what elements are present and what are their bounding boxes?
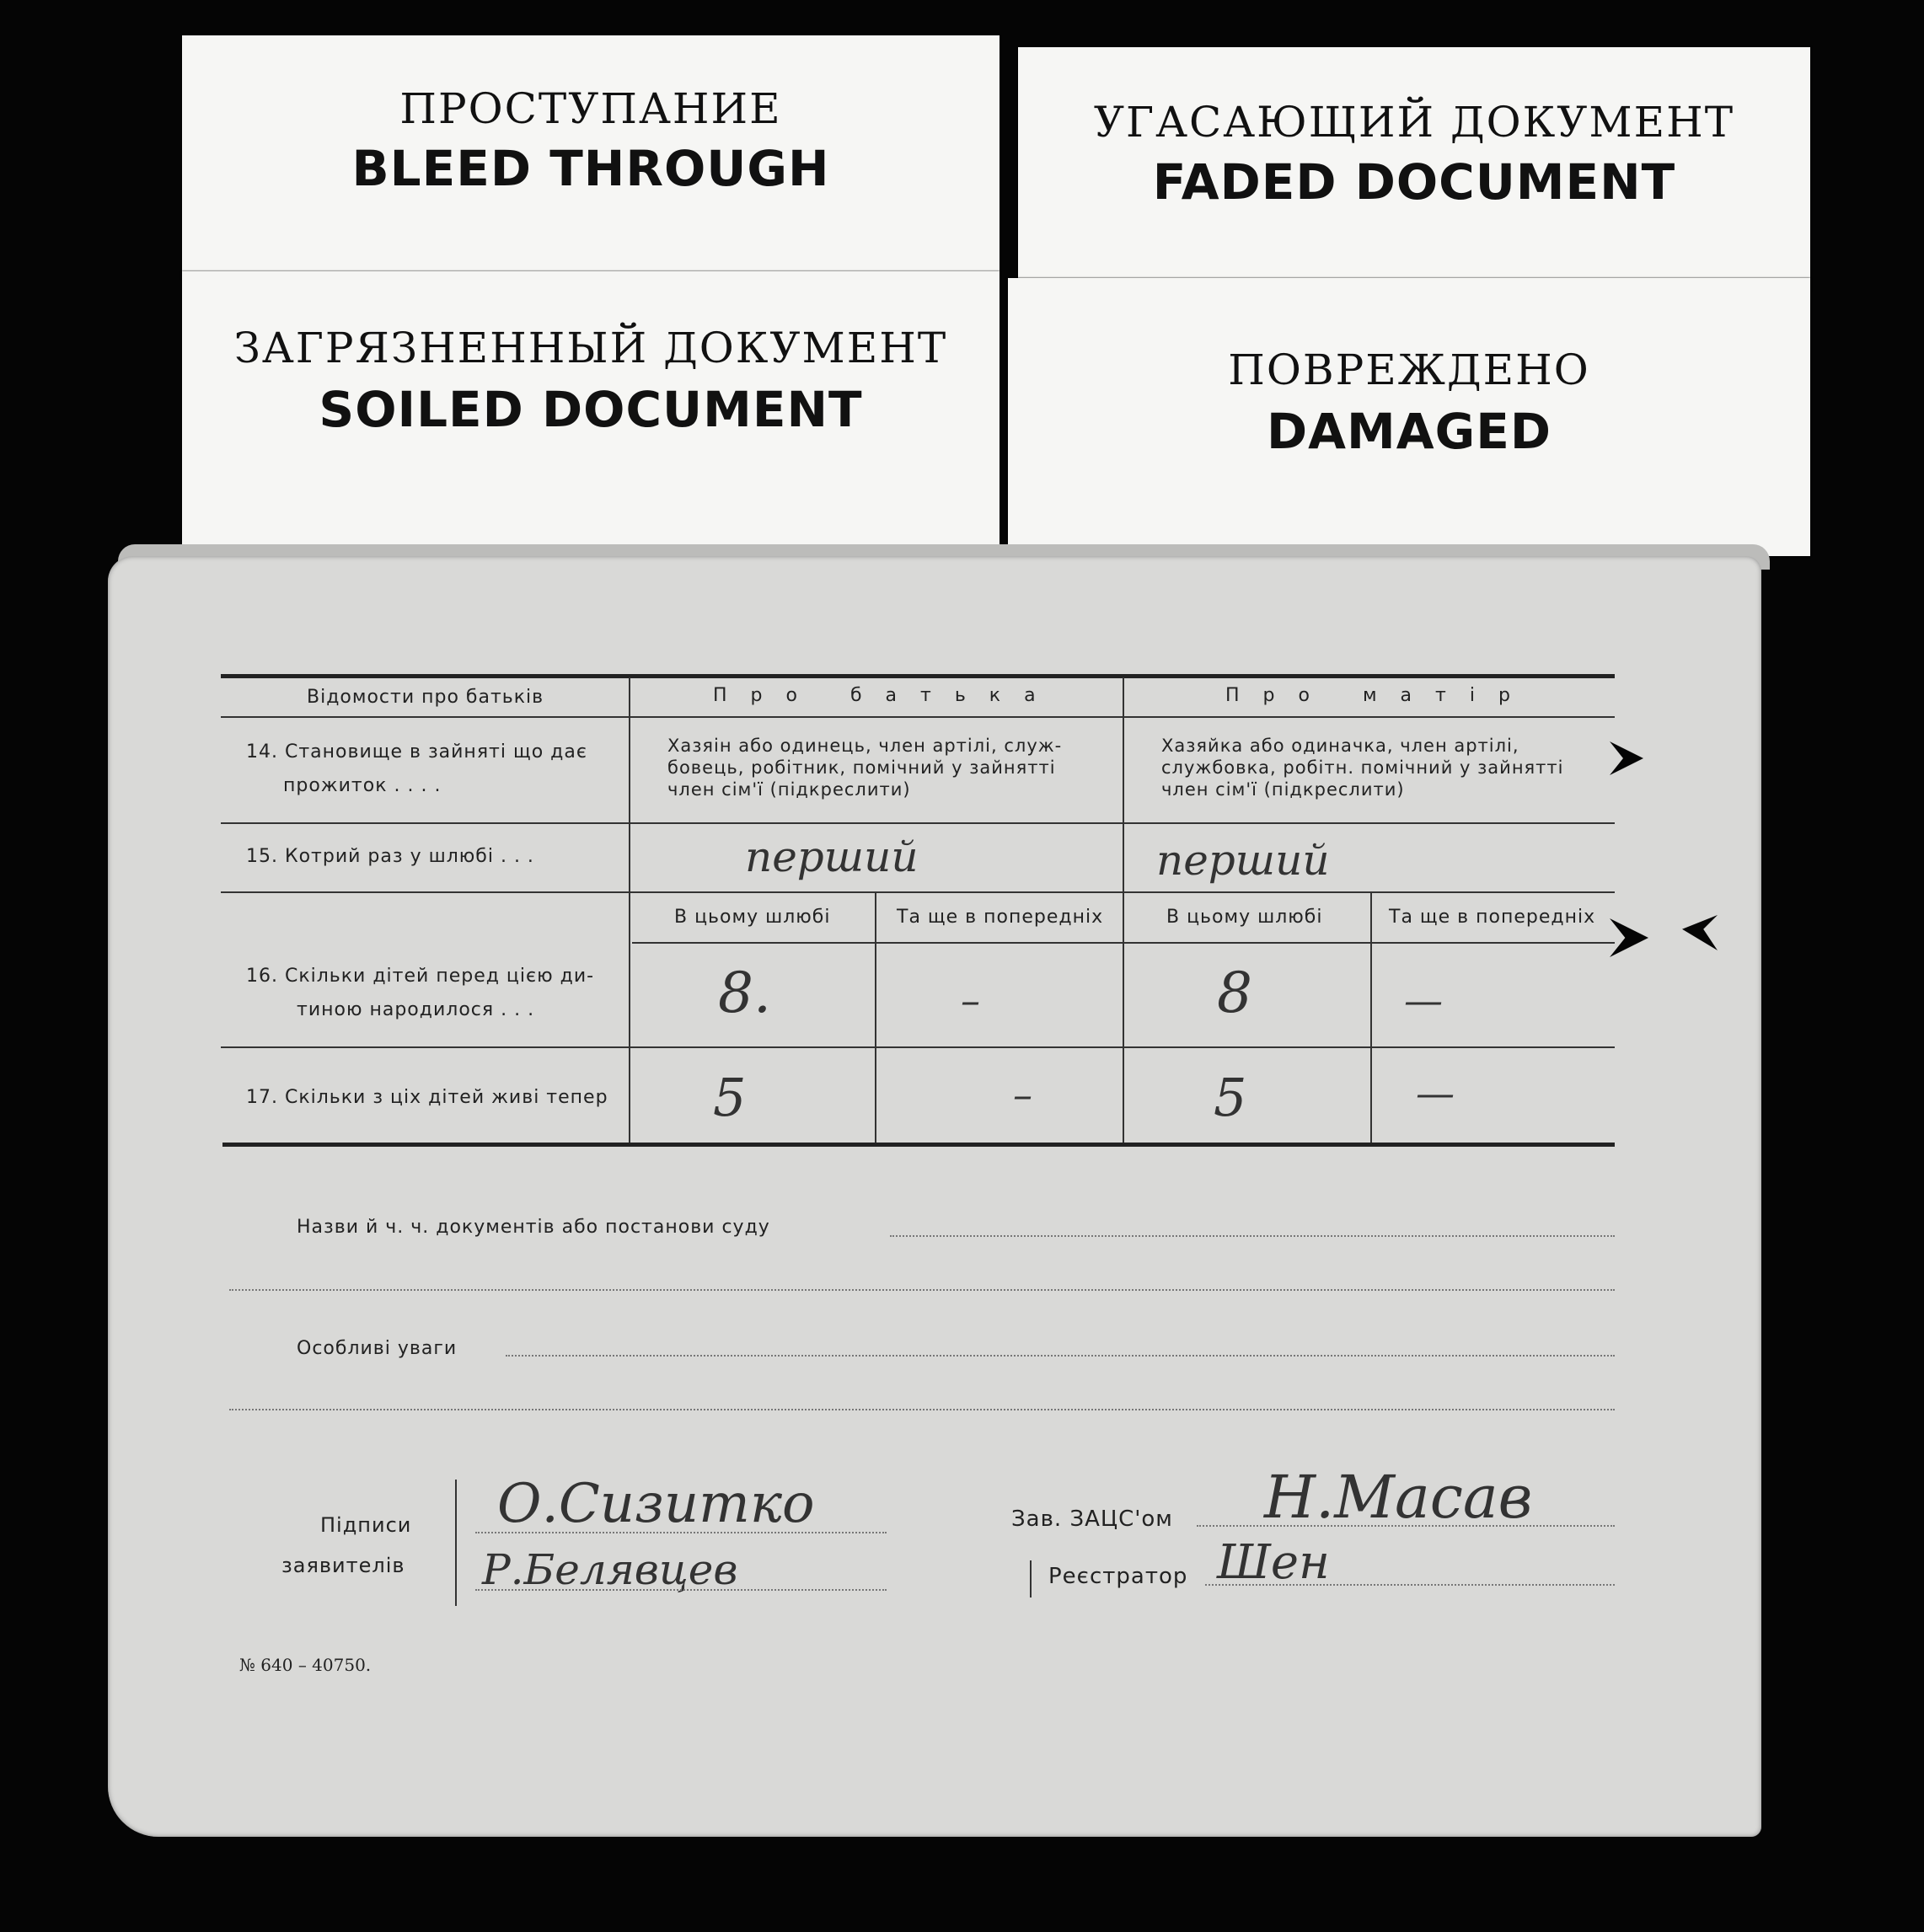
row16-mother-this: 8 (1217, 961, 1252, 1025)
table-bottom-rule (222, 1143, 1615, 1147)
faded-document-ru: УГАСАЮЩИЙ ДОКУМЕНТ (1093, 98, 1735, 147)
applicant-signature-2: Р.Белявцев (482, 1545, 738, 1594)
bleed-through-card (182, 35, 1000, 280)
row16-bottom-rule (221, 1046, 1615, 1048)
registrar-tick (1030, 1560, 1032, 1598)
header-bottom-rule (221, 716, 1615, 718)
header-about-mother: Про матір (1225, 685, 1534, 706)
col-divider-3 (875, 893, 876, 1143)
soiled-document-en: SOILED DOCUMENT (319, 381, 863, 438)
documents-label: Назви й ч. ч. документів або постанови суду (297, 1217, 770, 1238)
row14-father-line1: Хазяін або одинець, член артілі, служ- (667, 736, 1063, 756)
col-divider-2 (1123, 677, 1124, 1143)
col-divider-4 (1370, 893, 1372, 1143)
row14-father-line2: бовець, робітник, помічний у зайнятті (667, 757, 1056, 778)
registrar-label: Реєстратор (1048, 1564, 1188, 1589)
faded-document-en: FADED DOCUMENT (1152, 153, 1676, 211)
signatures-brace (455, 1480, 457, 1606)
remarks-label: Особливі уваги (297, 1338, 458, 1359)
signatures-label-line1: Підписи (320, 1513, 412, 1537)
row17-father-this: 5 (713, 1067, 747, 1128)
head-sig-line (1197, 1525, 1615, 1527)
row17-mother-prev: — (1416, 1070, 1455, 1116)
bleed-through-ru: ПРОСТУПАНИЕ (399, 84, 782, 133)
documents-line-2 (229, 1289, 1615, 1291)
signatures-label-line2: заявителів (281, 1554, 405, 1577)
header-about-father: Про батька (713, 685, 1059, 706)
soiled-document-ru: ЗАГРЯЗНЕННЫЙ ДОКУМЕНТ (233, 324, 948, 372)
col-divider-1 (629, 677, 630, 1143)
damaged-card (1008, 278, 1810, 556)
faded-document-card (1018, 47, 1810, 292)
header-parents-info: Відомости про батьків (307, 687, 544, 708)
head-of-registry-label: Зав. ЗАЦС'ом (1011, 1507, 1173, 1532)
row14-mother-line2: службовка, робітн. помічний у зайнятті (1161, 757, 1564, 778)
row15-bottom-rule (221, 891, 1615, 893)
applicant-sig-line-1 (475, 1532, 887, 1533)
form-number: № 640 – 40750. (239, 1655, 372, 1675)
row15-label: 15. Котрий раз у шлюбі . . . (246, 846, 534, 867)
remarks-line-1 (506, 1355, 1615, 1357)
head-of-registry-signature: Н.Масав (1264, 1463, 1533, 1532)
row16-father-this: 8. (718, 961, 771, 1025)
applicant-signature-1: О.Сизитко (497, 1473, 815, 1535)
row15-father-value: перший (745, 832, 919, 881)
registrar-signature: Шен (1217, 1535, 1330, 1590)
row14-mother-line1: Хазяйка або одиначка, член артілі, (1161, 736, 1519, 756)
applicant-sig-line-2 (475, 1589, 887, 1591)
row17-label: 17. Скільки з ціх дітей живі тепер (246, 1087, 608, 1108)
row14-bottom-rule (221, 822, 1615, 824)
row16-label-line2: тиною народилося . . . (297, 999, 535, 1020)
subheader-father-this: В цьому шлюбі (674, 907, 831, 928)
damaged-ru: ПОВРЕЖДЕНО (1228, 345, 1590, 394)
subheader-father-prev: Та ще в попередніх (897, 907, 1104, 928)
row16-label-line1: 16. Скільки дітей перед цією ди- (246, 966, 595, 987)
subheader-mother-this: В цьому шлюбі (1166, 907, 1323, 928)
table-top-rule (221, 674, 1615, 678)
row14-label-line1: 14. Становище в зайняті що дає (246, 741, 587, 763)
soiled-document-card (182, 271, 1000, 558)
row16-father-prev: – (961, 977, 980, 1023)
row17-father-prev: – (1013, 1072, 1032, 1117)
documents-line-1 (890, 1235, 1615, 1237)
remarks-line-2 (229, 1409, 1615, 1410)
damaged-en: DAMAGED (1266, 403, 1552, 460)
bleed-through-en: BLEED THROUGH (351, 140, 830, 197)
row14-father-line3: член сім'ї (підкреслити) (667, 779, 911, 800)
row17-mother-this: 5 (1214, 1067, 1247, 1128)
row15-mother-value: перший (1156, 836, 1330, 885)
row14-label-line2: прожиток . . . . (283, 775, 442, 796)
row16-mother-prev: — (1404, 977, 1443, 1023)
registrar-sig-line (1205, 1584, 1615, 1586)
row14-mother-line3: член сім'ї (підкреслити) (1161, 779, 1405, 800)
subheader-mother-prev: Та ще в попередніх (1389, 907, 1596, 928)
